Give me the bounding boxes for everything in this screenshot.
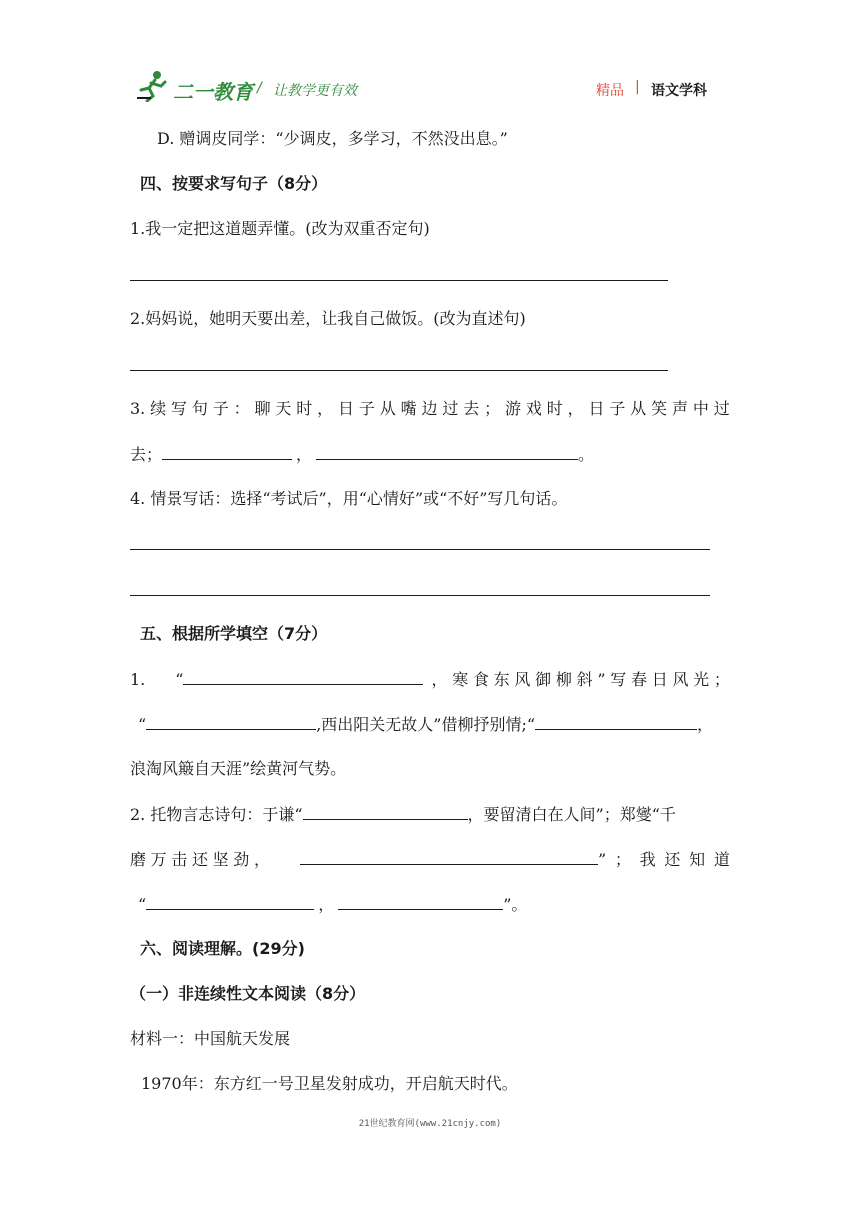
section-6-title: 六、阅读理解。(29分) bbox=[140, 939, 305, 958]
question-5-2-line3 bbox=[130, 893, 527, 916]
char: 风 bbox=[514, 670, 531, 689]
char: ” bbox=[598, 850, 607, 869]
char: 还 bbox=[191, 850, 208, 869]
char: ； bbox=[713, 670, 730, 689]
char: 寒 bbox=[452, 670, 469, 689]
char: 风 bbox=[672, 670, 689, 689]
char: 食 bbox=[472, 670, 489, 689]
section-6-subtitle: （一）非连续性文本阅读（8分） bbox=[130, 984, 366, 1003]
text: ， bbox=[697, 715, 714, 734]
char: 坚 bbox=[212, 850, 229, 869]
char: 笑 bbox=[651, 399, 668, 418]
char: 时 bbox=[296, 399, 313, 418]
char: 边 bbox=[421, 399, 438, 418]
text: ， bbox=[296, 445, 313, 464]
char: 时 bbox=[546, 399, 563, 418]
fill-blank[interactable] bbox=[162, 443, 292, 460]
char: 写 bbox=[171, 399, 188, 418]
char: ， bbox=[317, 399, 334, 418]
char: ， bbox=[567, 399, 584, 418]
char: 子 bbox=[609, 399, 626, 418]
header bbox=[135, 70, 725, 106]
slash-divider: / bbox=[257, 80, 262, 96]
fill-blank[interactable] bbox=[316, 443, 578, 460]
char: 御 bbox=[535, 670, 552, 689]
char: ， bbox=[431, 670, 448, 689]
question-5-2-text-b bbox=[598, 849, 730, 871]
fill-blank[interactable] bbox=[300, 848, 598, 865]
char: 磨 bbox=[130, 850, 147, 869]
char: 过 bbox=[713, 399, 730, 418]
material-one: 材料一：中国航天发展 bbox=[130, 1029, 291, 1048]
char: 戏 bbox=[525, 399, 542, 418]
char: ， bbox=[253, 850, 270, 869]
char: 道 bbox=[713, 850, 730, 869]
char: 续 bbox=[150, 399, 167, 418]
answer-line bbox=[130, 595, 710, 596]
text: “ bbox=[138, 715, 147, 734]
text: “ bbox=[175, 670, 184, 689]
section-4-title: 四、按要求写句子（8分） bbox=[140, 174, 328, 193]
answer-line bbox=[130, 280, 668, 281]
char: 知 bbox=[689, 850, 706, 869]
premium-tag: 精品 bbox=[596, 83, 624, 99]
question-4-1: 1.我一定把这道题弄懂。(改为双重否定句) bbox=[130, 219, 430, 238]
char: 击 bbox=[171, 850, 188, 869]
slogan: 让教学更有效 bbox=[273, 83, 357, 99]
text: ”。 bbox=[503, 895, 528, 914]
fill-blank[interactable] bbox=[338, 893, 503, 910]
question-4-3-line2 bbox=[130, 443, 594, 466]
char: 声 bbox=[672, 399, 689, 418]
char: 我 bbox=[639, 850, 656, 869]
text: ， bbox=[318, 895, 335, 914]
char: 嘴 bbox=[400, 399, 417, 418]
question-4-4: 4. 情景写话：选择“考试后”，用“心情好”或“不好”写几句话。 bbox=[130, 489, 568, 508]
section-5-title: 五、根据所学填空（7分） bbox=[140, 624, 328, 643]
question-5-1-line3: 浪淘风簸自天涯”绘黄河气势。 bbox=[130, 759, 347, 778]
option-d: D. 赠调皮同学：“少调皮，多学习，不然没出息。” bbox=[157, 129, 508, 148]
char: 子 bbox=[358, 399, 375, 418]
question-5-1-line2 bbox=[130, 713, 730, 736]
char: 去 bbox=[463, 399, 480, 418]
char: 过 bbox=[442, 399, 459, 418]
fill-blank[interactable] bbox=[146, 893, 314, 910]
char: 从 bbox=[379, 399, 396, 418]
char: ： bbox=[233, 399, 250, 418]
char: ； bbox=[484, 399, 501, 418]
char: 天 bbox=[275, 399, 292, 418]
char: 日 bbox=[588, 399, 605, 418]
footer-text: 21世纪教育网(www.21cnjy.com) bbox=[358, 1119, 502, 1129]
answer-line bbox=[130, 549, 710, 550]
char: 写 bbox=[610, 670, 627, 689]
char: 句 bbox=[191, 399, 208, 418]
text: “ bbox=[138, 895, 147, 914]
char: 劲 bbox=[233, 850, 250, 869]
char: 柳 bbox=[555, 670, 572, 689]
fill-blank[interactable] bbox=[146, 713, 316, 730]
char: 游 bbox=[505, 399, 522, 418]
fill-blank[interactable] bbox=[183, 668, 423, 685]
question-5-1-rest bbox=[431, 669, 730, 691]
text: ，要留清白在人间”；郑燮“千 bbox=[467, 805, 676, 824]
question-5-2-line1 bbox=[130, 803, 730, 826]
text: 。 bbox=[578, 445, 595, 464]
fill-blank[interactable] bbox=[535, 713, 697, 730]
char: 万 bbox=[150, 850, 167, 869]
question-4-2: 2.妈妈说，她明天要出差，让我自己做饭。(改为直述句) bbox=[130, 309, 526, 328]
question-5-2-line2 bbox=[130, 848, 730, 871]
char: 聊 bbox=[254, 399, 271, 418]
question-5-2-text-a bbox=[130, 849, 270, 871]
char: ； bbox=[614, 850, 631, 869]
char: 春 bbox=[630, 670, 647, 689]
fill-blank[interactable] bbox=[303, 803, 468, 820]
char: 还 bbox=[664, 850, 681, 869]
text: 1. bbox=[130, 670, 146, 689]
char: ” bbox=[597, 670, 606, 689]
question-5-1-line1 bbox=[130, 668, 730, 691]
text: 2. 托物言志诗句：于谦“ bbox=[130, 805, 303, 824]
question-4-3-line1 bbox=[130, 398, 730, 420]
char: 斜 bbox=[576, 670, 593, 689]
timeline-1970: 1970年：东方红一号卫星发射成功，开启航天时代。 bbox=[141, 1074, 518, 1093]
char: 中 bbox=[692, 399, 709, 418]
header-separator: | bbox=[635, 79, 640, 95]
brand-name: 二一教育 bbox=[173, 80, 253, 104]
char: 从 bbox=[630, 399, 647, 418]
char: 3. bbox=[130, 399, 146, 418]
subject-label: 语文学科 bbox=[651, 83, 707, 99]
runner-logo-icon bbox=[135, 70, 169, 102]
char: 日 bbox=[338, 399, 355, 418]
text: 去； bbox=[130, 445, 163, 464]
char: 光 bbox=[693, 670, 710, 689]
char: 子 bbox=[212, 399, 229, 418]
text: ,西出阳关无故人”借柳抒别情;“ bbox=[316, 715, 536, 734]
char: 东 bbox=[493, 670, 510, 689]
char: 日 bbox=[651, 670, 668, 689]
answer-line bbox=[130, 370, 668, 371]
